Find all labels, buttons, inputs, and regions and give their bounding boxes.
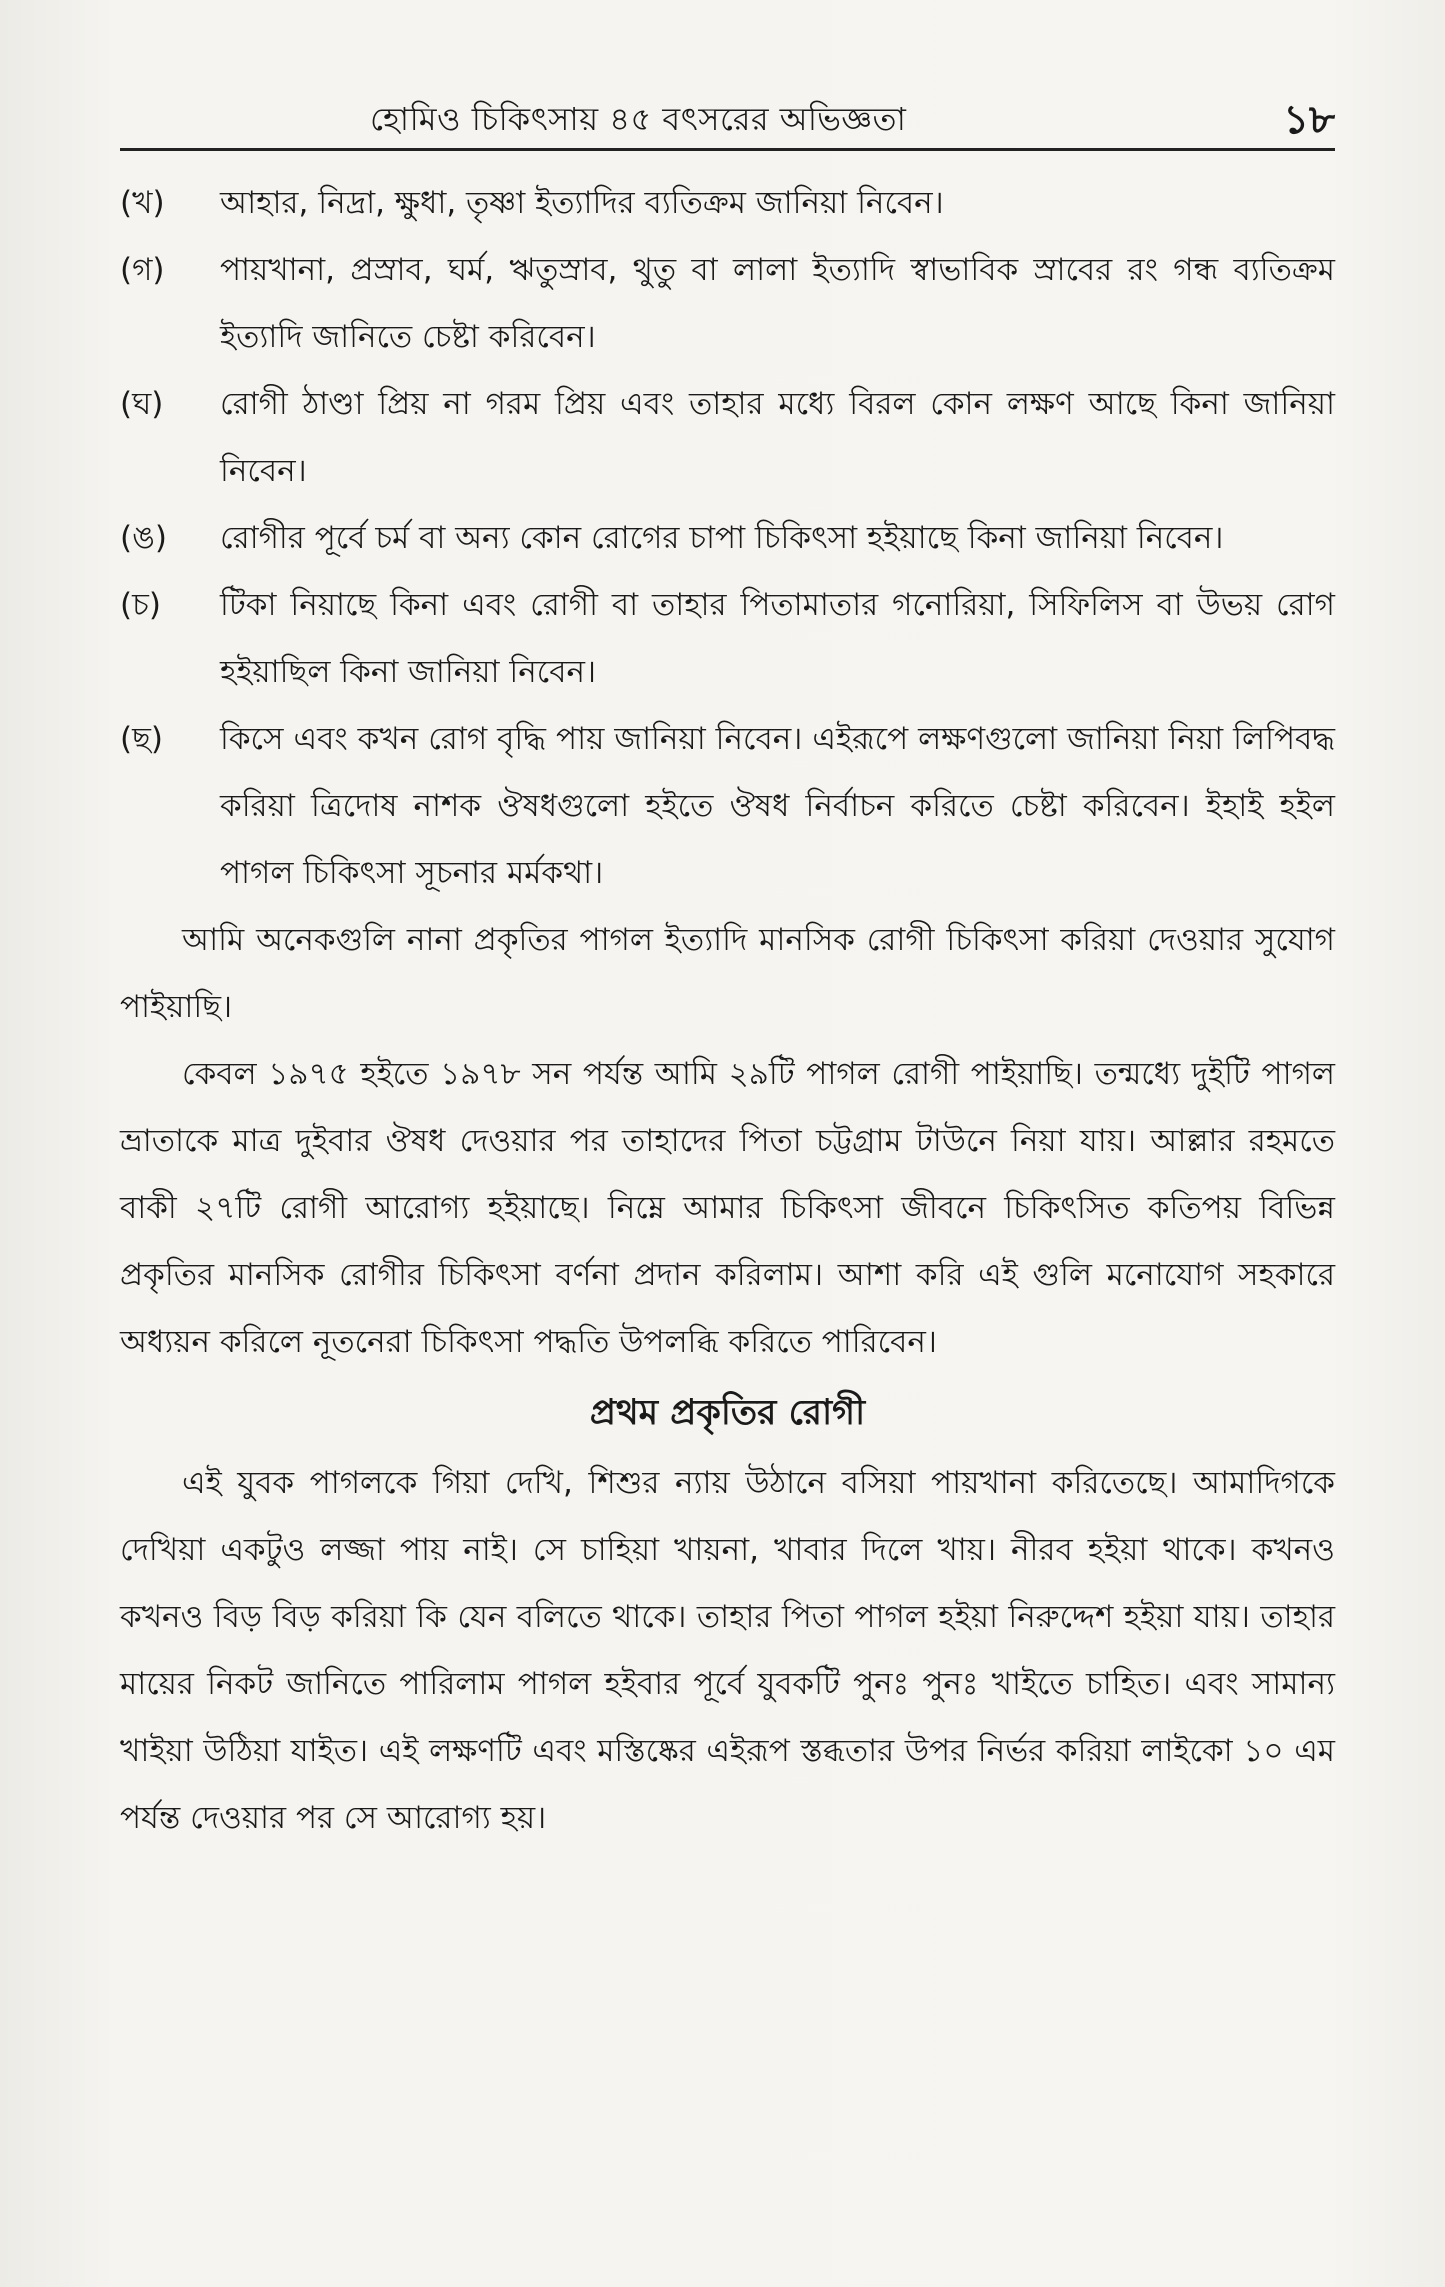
list-item <box>120 237 1335 371</box>
section-paragraph: এই যুবক পাগলকে গিয়া দেখি, শিশুর ন্যায় উঠানে বসিয়া পায়খানা করিতেছে। আমাদিগকে দেখিয়া একটুও লজ্জা পায় নাই। সে চাহিয়া খায়না, খাবার দিলে খায়। নীরব হইয়া থাকে। কখনও কখনও বিড় বিড় করিয়া কি যেন বলিতে থাকে। তাহার পিতা পাগল হইয়া নিরুদ্দেশ হইয়া যায়। তাহার মায়ের নিকট জানিতে পারিলাম পাগল হইবার পূর্বে যুবকটি পুনঃ পুনঃ খাইতে চাহিত। এবং সামান্য খাইয়া উঠিয়া যাইত। এই লক্ষণটি এবং মস্তিষ্কের এইরূপ স্তব্ধতার উপর নির্ভর করিয়া লাইকো ১০ এম পর্যন্ত দেওয়ার পর সে আরোগ্য হয়। <box>120 1465 1335 1836</box>
list-item <box>120 170 1335 237</box>
list-item-label: (খ) <box>120 185 165 221</box>
list-item-text: আহার, নিদ্রা, ক্ষুধা, তৃষ্ণা ইত্যাদির ব্যতিক্রম জানিয়া নিবেন। <box>220 185 944 221</box>
list-item <box>120 505 1335 572</box>
list-item-label: (ঙ) <box>120 520 167 556</box>
list-item-text: রোগীর পূর্বে চর্ম বা অন্য কোন রোগের চাপা চিকিৎসা হইয়াছে কিনা জানিয়া নিবেন। <box>220 520 1224 556</box>
body-paragraph: আমি অনেকগুলি নানা প্রকৃতির পাগল ইত্যাদি মানসিক রোগী চিকিৎসা করিয়া দেওয়ার সুযোগ পাইয়াছি। <box>120 922 1335 1025</box>
list-item <box>120 706 1335 907</box>
list-item-label: (ছ) <box>120 721 163 757</box>
list-item-text: কিসে এবং কখন রোগ বৃদ্ধি পায় জানিয়া নিবেন। এইরূপে লক্ষণগুলো জানিয়া নিয়া লিপিবদ্ধ করিয়া ত্রিদোষ নাশক ঔষধগুলো হইতে ঔষধ নির্বাচন করিতে চেষ্টা করিবেন। ইহাই হইল পাগল চিকিৎসা সূচনার মর্মকথা। <box>220 721 1335 891</box>
body-paragraph: কেবল ১৯৭৫ হইতে ১৯৭৮ সন পর্যন্ত আমি ২৯টি পাগল রোগী পাইয়াছি। তন্মধ্যে দুইটি পাগল ভ্রাতাকে মাত্র দুইবার ঔষধ দেওয়ার পর তাহাদের পিতা চট্টগ্রাম টাউনে নিয়া যায়। আল্লার রহমতে বাকী ২৭টি রোগী আরোগ্য হইয়াছে। নিম্নে আমার চিকিৎসা জীবনে চিকিৎসিত কতিপয় বিভিন্ন প্রকৃতির মানসিক রোগীর চিকিৎসা বর্ণনা প্রদান করিলাম। আশা করি এই গুলি মনোযোগ সহকারে অধ্যয়ন করিলে নূতনেরা চিকিৎসা পদ্ধতি উপলব্ধি করিতে পারিবেন। <box>120 1056 1335 1360</box>
list-item <box>120 572 1335 706</box>
list-item-text: রোগী ঠাণ্ডা প্রিয় না গরম প্রিয় এবং তাহার মধ্যে বিরল কোন লক্ষণ আছে কিনা জানিয়া নিবেন। <box>220 386 1335 489</box>
list-item-text: টিকা নিয়াছে কিনা এবং রোগী বা তাহার পিতামাতার গনোরিয়া, সিফিলিস বা উভয় রোগ হইয়াছিল কিনা জানিয়া নিবেন। <box>220 587 1335 690</box>
list-item-label: (চ) <box>120 587 161 623</box>
list-item-text: পায়খানা, প্রস্রাব, ঘর্ম, ঋতুস্রাব, থুতু বা লালা ইত্যাদি স্বাভাবিক স্রাবের রং গন্ধ ব্যতিক্রম ইত্যাদি জানিতে চেষ্টা করিবেন। <box>220 252 1335 355</box>
section-heading: প্রথম প্রকৃতির রোগী <box>589 1393 866 1433</box>
running-title: হোমিও চিকিৎসায় ৪৫ বৎসরের অভিজ্ঞতা <box>370 100 907 138</box>
list-item-label: (ঘ) <box>120 386 164 422</box>
page-content <box>120 170 1335 1852</box>
page-number: ১৮ <box>1283 97 1335 143</box>
page-header <box>120 88 1335 151</box>
list-item-label: (গ) <box>120 252 165 288</box>
list-item <box>120 371 1335 505</box>
